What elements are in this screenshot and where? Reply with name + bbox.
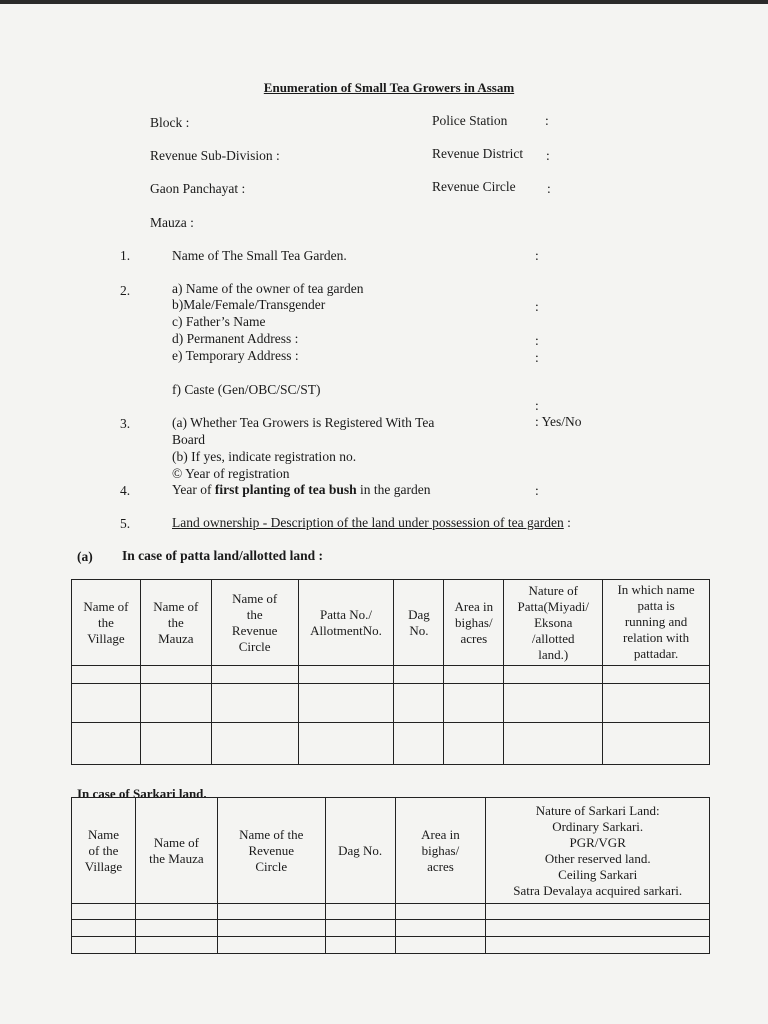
table-row: [72, 904, 710, 920]
revenue-circle-label: Revenue Circle: [432, 179, 516, 194]
item-2d-text: d) Permanent Address :: [172, 331, 299, 346]
item-1-text: Name of The Small Tea Garden.: [172, 248, 347, 263]
patta-col-area: Area in bighas/ acres: [444, 580, 504, 666]
patta-col-revenue-circle: Name of the Revenue Circle: [211, 580, 298, 666]
table-row: [72, 666, 710, 684]
item-2b-colon: :: [535, 299, 539, 314]
patta-land-table: [71, 579, 710, 765]
item-2c-text: c) Father’s Name: [172, 314, 266, 329]
sarkari-table-header-row: [72, 798, 710, 904]
police-station-label: Police Station: [432, 113, 508, 128]
item-4-number: 4.: [120, 483, 131, 498]
gaon-panchayat-label: Gaon Panchayat :: [150, 181, 246, 196]
item-3-pre-colon: :: [535, 398, 539, 413]
item-4-text-b: in the garden: [356, 482, 431, 497]
patta-col-dag-no: Dag No.: [394, 580, 444, 666]
mauza-label: Mauza :: [150, 215, 194, 230]
item-5-text-main: Land ownership - Description of the land under possession of tea garden: [172, 515, 564, 530]
item-4-text: [172, 482, 431, 498]
item-3a-text: (a) Whether Tea Growers is Registered With Tea: [172, 415, 435, 430]
police-station-colon: :: [545, 113, 549, 128]
item-5-colon: :: [563, 515, 571, 530]
table-row: [72, 920, 710, 937]
revenue-district-colon: :: [546, 148, 550, 163]
table-row: [72, 684, 710, 723]
item-3c-text: © Year of registration: [172, 466, 290, 481]
form-title: Enumeration of Small Tea Growers in Assam: [263, 80, 515, 95]
section-a-heading: In case of patta land/allotted land :: [122, 548, 324, 563]
item-2-number: 2.: [120, 283, 131, 298]
block-label: Block :: [150, 115, 190, 130]
item-3a-text-cont: Board: [172, 432, 205, 447]
sarkari-col-mauza: Name of the Mauza: [135, 798, 217, 904]
item-4-colon: :: [535, 483, 539, 498]
patta-table-header-row: [72, 580, 710, 666]
patta-col-name-relation: In which name patta is running and relation with pattadar.: [603, 580, 710, 666]
item-5-text: [172, 515, 571, 531]
item-4-text-bold: first planting of tea bush: [214, 482, 357, 497]
item-2f-text: f) Caste (Gen/OBC/SC/ST): [172, 382, 321, 397]
item-2e-text: e) Temporary Address :: [172, 348, 299, 363]
sarkari-col-area: Area in bighas/ acres: [395, 798, 486, 904]
patta-col-patta-no: Patta No./ AllotmentNo.: [298, 580, 394, 666]
item-2e-colon: :: [535, 350, 539, 365]
revenue-district-label: Revenue District: [432, 146, 524, 161]
sarkari-col-village: Name of the Village: [72, 798, 136, 904]
item-5-number: 5.: [120, 516, 131, 531]
item-2b-text: b)Male/Female/Transgender: [172, 297, 326, 312]
patta-col-mauza: Name of the Mauza: [140, 580, 211, 666]
item-2a-text: a) Name of the owner of tea garden: [172, 281, 364, 296]
item-4-text-a: Year of: [172, 482, 215, 497]
item-3-number: 3.: [120, 416, 131, 431]
item-3-answer: : Yes/No: [535, 414, 582, 429]
item-2d-colon: :: [535, 333, 539, 348]
table-row: [72, 937, 710, 954]
table-row: [72, 723, 710, 765]
patta-col-village: Name of the Village: [72, 580, 141, 666]
patta-col-nature: Nature of Patta(Miyadi/ Eksona /allotted land.): [504, 580, 603, 666]
scan-edge: [0, 0, 768, 4]
revenue-subdivision-label: Revenue Sub-Division :: [150, 148, 280, 163]
section-a-label: (a): [77, 549, 93, 564]
sarkari-land-table: [71, 797, 710, 954]
item-1-number: 1.: [120, 248, 131, 263]
sarkari-col-revenue-circle: Name of the Revenue Circle: [217, 798, 325, 904]
sarkari-col-nature: Nature of Sarkari Land: Ordinary Sarkari. PGR/VGR Other reserved land. Ceiling Sarkari Satra Devalaya acquired sarkari.: [486, 798, 710, 904]
revenue-circle-colon: :: [547, 181, 551, 196]
item-3b-text: (b) If yes, indicate registration no.: [172, 449, 357, 464]
section-b-heading: In case of Sarkari land.: [77, 786, 207, 801]
sarkari-col-dag-no: Dag No.: [325, 798, 395, 904]
item-1-colon: :: [535, 248, 539, 263]
